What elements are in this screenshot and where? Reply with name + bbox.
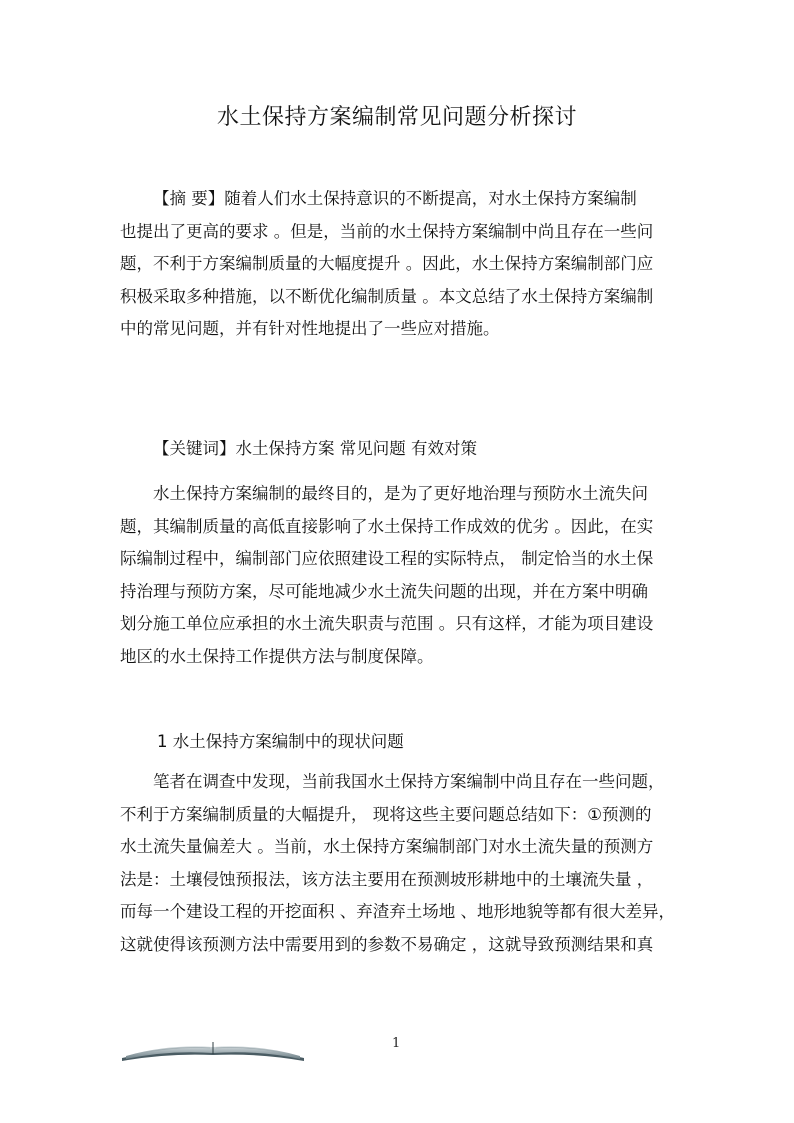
- intro-line: 际编制过程中，编制部门应依照建设工程的实际特点， 制定恰当的水土保: [120, 549, 654, 568]
- body-line: 水土流失量偏差大 。当前，水土保持方案编制部门对水土流失量的预测方: [120, 837, 654, 856]
- section-heading: 1 水土保持方案编制中的现状问题: [157, 732, 404, 751]
- abstract-paragraph: [120, 183, 675, 346]
- body-paragraph: [120, 766, 675, 961]
- intro-line: 水土保持方案编制的最终目的，是为了更好地治理与预防水土流失问: [153, 484, 648, 503]
- intro-line: 持治理与预防方案，尽可能地减少水土流失问题的出现，并在方案中明确: [120, 581, 648, 601]
- section-heading-block: [120, 726, 675, 759]
- body-line: 而每一个建设工程的开挖面积 、弃渣弃土场地 、地形地貌等都有很大差异，: [120, 902, 675, 921]
- keywords-paragraph: [120, 433, 675, 466]
- body-line: 法是：土壤侵蚀预报法，该方法主要用在预测坡形耕地中的土壤流失量 ，: [120, 869, 654, 889]
- intro-paragraph: [120, 478, 675, 673]
- abstract-line: 也提出了更高的要求 。但是，当前的水土保持方案编制中尚且存在一些问: [120, 221, 654, 241]
- keywords-line: 【关键词】水土保持方案 常见问题 有效对策: [153, 439, 477, 458]
- body-line: 这就使得该预测方法中需要用到的参数不易确定 ，这就导致预测结果和真: [120, 934, 654, 954]
- abstract-line: 积极采取多种措施，以不断优化编制质量 。本文总结了水土保持方案编制: [120, 286, 654, 306]
- page-number: 1: [392, 1036, 401, 1051]
- abstract-line: 【摘 要】随着人们水土保持意识的不断提高，对水土保持方案编制: [153, 189, 637, 208]
- abstract-line: 题，不利于方案编制质量的大幅度提升 。因此，水土保持方案编制部门应: [120, 254, 654, 273]
- body-line: 笔者在调查中发现，当前我国水土保持方案编制中尚且存在一些问题，: [153, 772, 665, 791]
- intro-line: 地区的水土保持工作提供方法与制度保障。: [120, 646, 434, 666]
- abstract-line: 中的常见问题，并有针对性地提出了一些应对措施。: [120, 319, 500, 338]
- page-title: 水土保持方案编制常见问题分析探讨: [216, 105, 577, 130]
- open-book-icon: [118, 1036, 308, 1062]
- body-line: 不利于方案编制质量的大幅提升， 现将这些主要问题总结如下：①预测的: [120, 804, 652, 824]
- intro-line: 题，其编制质量的高低直接影响了水土保持工作成效的优劣 。因此，在实: [120, 516, 654, 536]
- intro-line: 划分施工单位应承担的水土流失职责与范围 。只有这样，才能为项目建设: [120, 614, 654, 633]
